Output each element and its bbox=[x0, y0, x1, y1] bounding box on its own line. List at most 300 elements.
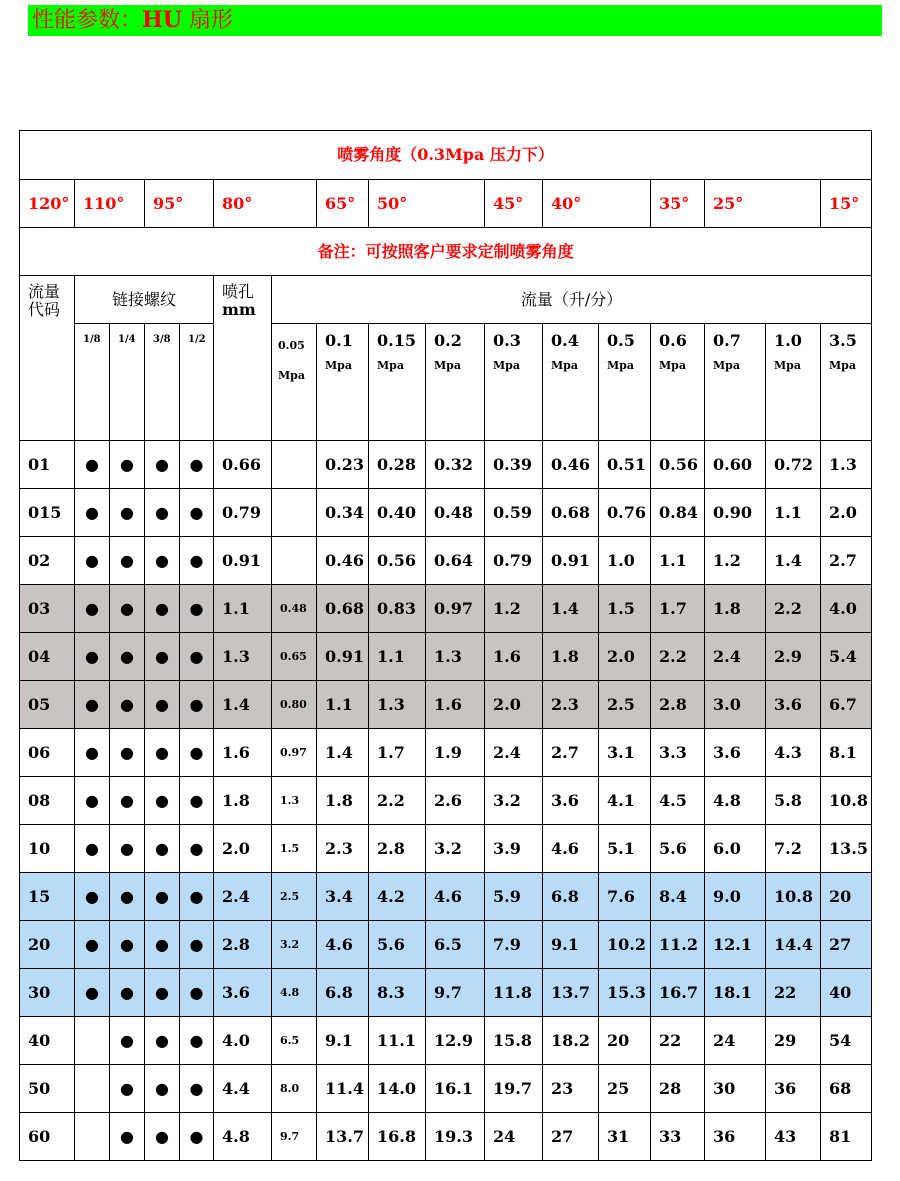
flow-code-cell: 04 bbox=[20, 633, 75, 681]
thread-dot-cell: ● bbox=[75, 729, 110, 777]
thread-dot-cell: ● bbox=[145, 489, 180, 537]
angle-cell: 80° bbox=[214, 180, 317, 228]
thread-dot-cell: ● bbox=[145, 1065, 180, 1113]
flow-cell: 0.79 bbox=[485, 537, 543, 585]
flow-code-cell: 50 bbox=[20, 1065, 75, 1113]
angle-cell: 50° bbox=[369, 180, 485, 228]
flow-cell: 6.8 bbox=[543, 873, 599, 921]
thread-dot-cell: ● bbox=[75, 537, 110, 585]
flow-cell: 0.51 bbox=[599, 441, 651, 489]
flow-cell-0.05mpa: 3.2 bbox=[272, 921, 317, 969]
table-row bbox=[20, 825, 872, 873]
flow-cell-0.05mpa bbox=[272, 489, 317, 537]
flow-cell: 25 bbox=[599, 1065, 651, 1113]
flow-cell: 3.2 bbox=[426, 825, 485, 873]
flow-cell: 12.9 bbox=[426, 1017, 485, 1065]
table-row bbox=[20, 777, 872, 825]
pressure-value: 0.2 bbox=[434, 331, 462, 350]
flow-cell: 24 bbox=[485, 1113, 543, 1161]
thread-dot-cell: ● bbox=[110, 1017, 145, 1065]
flow-cell: 19.3 bbox=[426, 1113, 485, 1161]
flow-cell: 29 bbox=[766, 1017, 821, 1065]
pressure-header bbox=[317, 324, 369, 441]
flow-cell: 3.2 bbox=[485, 777, 543, 825]
thread-dot-cell: ● bbox=[145, 585, 180, 633]
pressure-header bbox=[485, 324, 543, 441]
pressure-header bbox=[651, 324, 705, 441]
title-prefix: 性能参数： bbox=[32, 8, 143, 33]
thread-dot-cell: ● bbox=[180, 489, 214, 537]
thread-dot-cell: ● bbox=[145, 729, 180, 777]
flow-cell: 2.2 bbox=[651, 633, 705, 681]
thread-dot-cell: ● bbox=[75, 873, 110, 921]
title-banner bbox=[28, 5, 882, 36]
flow-cell: 33 bbox=[651, 1113, 705, 1161]
orifice-cell: 4.0 bbox=[214, 1017, 272, 1065]
thread-dot-cell: ● bbox=[75, 921, 110, 969]
pressure-unit: Mpa bbox=[325, 359, 352, 372]
flow-cell: 1.1 bbox=[369, 633, 426, 681]
title-suffix: 扇形 bbox=[182, 8, 233, 33]
thread-dot-cell: ● bbox=[110, 1113, 145, 1161]
flow-code-cell: 05 bbox=[20, 681, 75, 729]
table-row bbox=[20, 921, 872, 969]
page-title bbox=[32, 6, 233, 35]
flow-cell: 13.7 bbox=[543, 969, 599, 1017]
thread-dot-cell bbox=[75, 1065, 110, 1113]
flow-cell: 10.8 bbox=[821, 777, 872, 825]
pressure-value: 0.15 bbox=[377, 331, 416, 350]
thread-dot-cell: ● bbox=[110, 633, 145, 681]
orifice-cell: 3.6 bbox=[214, 969, 272, 1017]
flow-cell: 4.1 bbox=[599, 777, 651, 825]
thread-dot-cell: ● bbox=[145, 633, 180, 681]
thread-dot-cell bbox=[75, 1017, 110, 1065]
flow-cell: 1.6 bbox=[485, 633, 543, 681]
flow-cell: 1.2 bbox=[705, 537, 766, 585]
pressure-header-first bbox=[272, 324, 317, 441]
table-row bbox=[20, 585, 872, 633]
flow-cell: 14.0 bbox=[369, 1065, 426, 1113]
flow-cell: 1.8 bbox=[317, 777, 369, 825]
flow-cell: 0.46 bbox=[317, 537, 369, 585]
flow-cell: 3.6 bbox=[705, 729, 766, 777]
angle-cell: 25° bbox=[705, 180, 821, 228]
table-row bbox=[20, 441, 872, 489]
flow-cell: 0.68 bbox=[317, 585, 369, 633]
flow-cell: 1.1 bbox=[317, 681, 369, 729]
flow-cell-0.05mpa: 0.80 bbox=[272, 681, 317, 729]
flow-cell: 0.91 bbox=[317, 633, 369, 681]
thread-dot-cell: ● bbox=[75, 585, 110, 633]
flow-cell: 1.4 bbox=[317, 729, 369, 777]
flow-cell-0.05mpa bbox=[272, 537, 317, 585]
flow-cell: 4.6 bbox=[426, 873, 485, 921]
flow-cell: 0.76 bbox=[599, 489, 651, 537]
flow-cell: 1.8 bbox=[705, 585, 766, 633]
flow-cell-0.05mpa: 6.5 bbox=[272, 1017, 317, 1065]
flow-cell: 0.48 bbox=[426, 489, 485, 537]
table-row bbox=[20, 969, 872, 1017]
pressure-header bbox=[426, 324, 485, 441]
thread-dot-cell: ● bbox=[145, 681, 180, 729]
table-row bbox=[20, 537, 872, 585]
orifice-cell: 1.3 bbox=[214, 633, 272, 681]
table-row bbox=[20, 633, 872, 681]
thread-header: 链接螺纹 bbox=[75, 276, 214, 324]
flow-cell: 7.6 bbox=[599, 873, 651, 921]
flow-cell: 27 bbox=[821, 921, 872, 969]
thread-dot-cell: ● bbox=[75, 441, 110, 489]
pressure-unit: Mpa bbox=[607, 359, 634, 372]
pressure-value: 0.3 bbox=[493, 331, 521, 350]
flow-cell: 10.2 bbox=[599, 921, 651, 969]
orifice-header bbox=[214, 276, 272, 441]
flow-code-cell: 03 bbox=[20, 585, 75, 633]
thread-dot-cell: ● bbox=[75, 681, 110, 729]
flow-cell: 6.8 bbox=[317, 969, 369, 1017]
thread-dot-cell: ● bbox=[110, 585, 145, 633]
pressure-value: 0.1 bbox=[325, 331, 353, 350]
flow-cell: 23 bbox=[543, 1065, 599, 1113]
pressure-value: 0.7 bbox=[713, 331, 741, 350]
flow-cell: 0.84 bbox=[651, 489, 705, 537]
flow-cell: 7.9 bbox=[485, 921, 543, 969]
thread-dot-cell: ● bbox=[145, 825, 180, 873]
flow-cell: 1.3 bbox=[369, 681, 426, 729]
thread-dot-cell: ● bbox=[110, 489, 145, 537]
flow-cell: 0.32 bbox=[426, 441, 485, 489]
flow-cell: 1.3 bbox=[426, 633, 485, 681]
flow-cell: 4.3 bbox=[766, 729, 821, 777]
flow-cell: 3.1 bbox=[599, 729, 651, 777]
flow-cell: 4.6 bbox=[317, 921, 369, 969]
flow-cell: 9.7 bbox=[426, 969, 485, 1017]
thread-dot-cell: ● bbox=[180, 1065, 214, 1113]
angle-cell: 40° bbox=[543, 180, 651, 228]
orifice-cell: 0.91 bbox=[214, 537, 272, 585]
table-row bbox=[20, 681, 872, 729]
thread-dot-cell: ● bbox=[145, 537, 180, 585]
thread-dot-cell: ● bbox=[145, 777, 180, 825]
angle-cell: 95° bbox=[145, 180, 214, 228]
flow-cell: 2.6 bbox=[426, 777, 485, 825]
flow-cell: 0.91 bbox=[543, 537, 599, 585]
thread-dot-cell: ● bbox=[180, 729, 214, 777]
orifice-cell: 2.0 bbox=[214, 825, 272, 873]
pressure-header bbox=[705, 324, 766, 441]
flow-cell: 3.9 bbox=[485, 825, 543, 873]
flow-cell: 14.4 bbox=[766, 921, 821, 969]
flow-cell: 6.0 bbox=[705, 825, 766, 873]
thread-size: 1/2 bbox=[180, 324, 214, 441]
flow-cell: 2.8 bbox=[369, 825, 426, 873]
flow-cell: 2.0 bbox=[599, 633, 651, 681]
flow-cell: 15.8 bbox=[485, 1017, 543, 1065]
thread-dot-cell: ● bbox=[180, 1113, 214, 1161]
flow-cell: 16.8 bbox=[369, 1113, 426, 1161]
flow-cell: 68 bbox=[821, 1065, 872, 1113]
flow-code-cell: 20 bbox=[20, 921, 75, 969]
flow-cell: 22 bbox=[651, 1017, 705, 1065]
flow-cell: 3.4 bbox=[317, 873, 369, 921]
thread-dot-cell: ● bbox=[110, 777, 145, 825]
flow-cell: 4.0 bbox=[821, 585, 872, 633]
flow-cell: 18.2 bbox=[543, 1017, 599, 1065]
flow-cell: 20 bbox=[599, 1017, 651, 1065]
table-row bbox=[20, 1065, 872, 1113]
orifice-cell: 1.8 bbox=[214, 777, 272, 825]
flow-cell: 0.46 bbox=[543, 441, 599, 489]
flow-cell: 4.8 bbox=[705, 777, 766, 825]
flow-cell: 11.2 bbox=[651, 921, 705, 969]
flow-cell-0.05mpa: 4.8 bbox=[272, 969, 317, 1017]
flow-cell: 0.72 bbox=[766, 441, 821, 489]
pressure-value: 3.5 bbox=[829, 331, 857, 350]
flow-cell: 54 bbox=[821, 1017, 872, 1065]
thread-dot-cell: ● bbox=[145, 873, 180, 921]
flow-cell-0.05mpa: 1.5 bbox=[272, 825, 317, 873]
flow-cell: 24 bbox=[705, 1017, 766, 1065]
flow-cell: 0.56 bbox=[651, 441, 705, 489]
thread-dot-cell: ● bbox=[145, 969, 180, 1017]
flow-cell: 22 bbox=[766, 969, 821, 1017]
flow-cell: 1.2 bbox=[485, 585, 543, 633]
flow-cell: 2.4 bbox=[705, 633, 766, 681]
orifice-cell: 0.79 bbox=[214, 489, 272, 537]
table-row bbox=[20, 489, 872, 537]
flow-cell-0.05mpa: 8.0 bbox=[272, 1065, 317, 1113]
flow-code-cell: 01 bbox=[20, 441, 75, 489]
flow-cell: 13.5 bbox=[821, 825, 872, 873]
flow-cell: 40 bbox=[821, 969, 872, 1017]
thread-dot-cell: ● bbox=[110, 441, 145, 489]
thread-dot-cell: ● bbox=[180, 873, 214, 921]
pressure-unit: Mpa bbox=[829, 359, 856, 372]
flow-code-cell: 30 bbox=[20, 969, 75, 1017]
flow-cell: 2.0 bbox=[485, 681, 543, 729]
table-row bbox=[20, 1017, 872, 1065]
orifice-label: 喷孔 bbox=[222, 282, 255, 301]
pressure-unit: Mpa bbox=[774, 359, 801, 372]
thread-dot-cell: ● bbox=[180, 441, 214, 489]
pressure-header bbox=[369, 324, 426, 441]
thread-dot-cell: ● bbox=[180, 585, 214, 633]
flow-cell: 43 bbox=[766, 1113, 821, 1161]
thread-size: 3/8 bbox=[145, 324, 180, 441]
thread-dot-cell: ● bbox=[180, 969, 214, 1017]
flow-cell: 3.6 bbox=[766, 681, 821, 729]
angle-cell: 110° bbox=[75, 180, 145, 228]
orifice-cell: 1.4 bbox=[214, 681, 272, 729]
flow-cell: 2.2 bbox=[369, 777, 426, 825]
thread-dot-cell: ● bbox=[75, 825, 110, 873]
flow-cell: 1.4 bbox=[766, 537, 821, 585]
thread-dot-cell: ● bbox=[180, 825, 214, 873]
thread-dot-cell bbox=[75, 1113, 110, 1161]
flow-cell: 0.64 bbox=[426, 537, 485, 585]
flow-cell: 3.3 bbox=[651, 729, 705, 777]
flow-cell: 36 bbox=[766, 1065, 821, 1113]
flow-cell: 1.7 bbox=[369, 729, 426, 777]
flow-cell: 2.5 bbox=[599, 681, 651, 729]
orifice-cell: 1.6 bbox=[214, 729, 272, 777]
thread-size: 1/4 bbox=[110, 324, 145, 441]
pressure-unit: Mpa bbox=[493, 359, 520, 372]
spray-angle-title: 喷雾角度（0.3Mpa 压力下） bbox=[20, 131, 872, 180]
thread-dot-cell: ● bbox=[75, 777, 110, 825]
flow-cell: 4.6 bbox=[543, 825, 599, 873]
pressure-unit: Mpa bbox=[434, 359, 461, 372]
pressure-value: 0.5 bbox=[607, 331, 635, 350]
angle-cell: 35° bbox=[651, 180, 705, 228]
flow-code-cell: 10 bbox=[20, 825, 75, 873]
pressure-unit: Mpa bbox=[377, 359, 404, 372]
flow-cell: 5.6 bbox=[369, 921, 426, 969]
flow-cell-0.05mpa: 0.97 bbox=[272, 729, 317, 777]
flow-cell: 5.9 bbox=[485, 873, 543, 921]
flow-cell: 0.56 bbox=[369, 537, 426, 585]
flow-cell: 20 bbox=[821, 873, 872, 921]
flow-code-cell: 15 bbox=[20, 873, 75, 921]
orifice-cell: 0.66 bbox=[214, 441, 272, 489]
flow-cell: 8.1 bbox=[821, 729, 872, 777]
thread-dot-cell: ● bbox=[110, 729, 145, 777]
flow-cell: 11.4 bbox=[317, 1065, 369, 1113]
flow-cell: 15.3 bbox=[599, 969, 651, 1017]
flow-cell: 12.1 bbox=[705, 921, 766, 969]
flow-code-cell: 015 bbox=[20, 489, 75, 537]
thread-dot-cell: ● bbox=[180, 777, 214, 825]
title-model: HU bbox=[142, 7, 182, 33]
flow-cell: 0.23 bbox=[317, 441, 369, 489]
flow-cell: 13.7 bbox=[317, 1113, 369, 1161]
flow-cell: 1.7 bbox=[651, 585, 705, 633]
flow-cell-0.05mpa bbox=[272, 441, 317, 489]
flow-cell: 11.8 bbox=[485, 969, 543, 1017]
thread-dot-cell: ● bbox=[110, 825, 145, 873]
orifice-cell: 2.4 bbox=[214, 873, 272, 921]
orifice-cell: 1.1 bbox=[214, 585, 272, 633]
flow-cell: 16.7 bbox=[651, 969, 705, 1017]
flow-cell: 30 bbox=[705, 1065, 766, 1113]
pressure-header bbox=[766, 324, 821, 441]
orifice-unit: mm bbox=[222, 300, 256, 319]
pressure-header bbox=[543, 324, 599, 441]
pressure-value: 0.4 bbox=[551, 331, 579, 350]
performance-table bbox=[19, 130, 872, 1161]
table-row bbox=[20, 729, 872, 777]
flow-cell: 9.1 bbox=[317, 1017, 369, 1065]
thread-dot-cell: ● bbox=[110, 921, 145, 969]
flow-cell: 2.0 bbox=[821, 489, 872, 537]
flow-cell: 11.1 bbox=[369, 1017, 426, 1065]
thread-dot-cell: ● bbox=[75, 969, 110, 1017]
orifice-cell: 4.4 bbox=[214, 1065, 272, 1113]
flow-code-cell: 08 bbox=[20, 777, 75, 825]
flow-cell-0.05mpa: 2.5 bbox=[272, 873, 317, 921]
flow-cell: 19.7 bbox=[485, 1065, 543, 1113]
pressure-value: 1.0 bbox=[774, 331, 802, 350]
thread-dot-cell: ● bbox=[75, 489, 110, 537]
flow-cell: 5.1 bbox=[599, 825, 651, 873]
thread-dot-cell: ● bbox=[145, 921, 180, 969]
flow-cell: 0.97 bbox=[426, 585, 485, 633]
flow-cell: 5.6 bbox=[651, 825, 705, 873]
orifice-cell: 4.8 bbox=[214, 1113, 272, 1161]
pressure-header bbox=[821, 324, 872, 441]
flow-cell: 2.4 bbox=[485, 729, 543, 777]
flow-cell: 36 bbox=[705, 1113, 766, 1161]
flow-cell: 2.2 bbox=[766, 585, 821, 633]
flow-cell: 1.5 bbox=[599, 585, 651, 633]
flow-cell: 27 bbox=[543, 1113, 599, 1161]
flow-cell: 0.68 bbox=[543, 489, 599, 537]
flow-code-cell: 40 bbox=[20, 1017, 75, 1065]
flow-cell: 7.2 bbox=[766, 825, 821, 873]
flow-cell: 5.8 bbox=[766, 777, 821, 825]
thread-dot-cell: ● bbox=[110, 537, 145, 585]
flow-cell: 28 bbox=[651, 1065, 705, 1113]
flow-cell: 0.59 bbox=[485, 489, 543, 537]
thread-dot-cell: ● bbox=[145, 441, 180, 489]
thread-dot-cell: ● bbox=[110, 969, 145, 1017]
flow-cell: 3.6 bbox=[543, 777, 599, 825]
custom-angle-note: 备注：可按照客户要求定制喷雾角度 bbox=[20, 228, 872, 276]
flow-cell: 81 bbox=[821, 1113, 872, 1161]
pressure-unit: Mpa bbox=[713, 359, 740, 372]
flow-cell: 9.0 bbox=[705, 873, 766, 921]
thread-dot-cell: ● bbox=[180, 633, 214, 681]
flow-cell: 0.39 bbox=[485, 441, 543, 489]
flow-code-cell: 60 bbox=[20, 1113, 75, 1161]
thread-dot-cell: ● bbox=[180, 681, 214, 729]
flow-cell: 8.4 bbox=[651, 873, 705, 921]
flow-cell-0.05mpa: 0.65 bbox=[272, 633, 317, 681]
thread-dot-cell: ● bbox=[180, 1017, 214, 1065]
flow-cell: 2.3 bbox=[543, 681, 599, 729]
flow-cell: 18.1 bbox=[705, 969, 766, 1017]
thread-dot-cell: ● bbox=[75, 633, 110, 681]
pressure-unit: Mpa bbox=[551, 359, 578, 372]
thread-dot-cell: ● bbox=[145, 1113, 180, 1161]
thread-size: 1/8 bbox=[75, 324, 110, 441]
flow-cell-0.05mpa: 0.48 bbox=[272, 585, 317, 633]
flow-cell: 4.2 bbox=[369, 873, 426, 921]
flow-cell: 2.9 bbox=[766, 633, 821, 681]
flow-cell: 2.8 bbox=[651, 681, 705, 729]
flow-cell: 1.9 bbox=[426, 729, 485, 777]
pressure-value: 0.6 bbox=[659, 331, 687, 350]
flow-cell-0.05mpa: 9.7 bbox=[272, 1113, 317, 1161]
flow-cell: 6.5 bbox=[426, 921, 485, 969]
flow-cell: 1.8 bbox=[543, 633, 599, 681]
flow-cell: 10.8 bbox=[766, 873, 821, 921]
flow-header: 流量（升/分） bbox=[272, 276, 872, 324]
orifice-cell: 2.8 bbox=[214, 921, 272, 969]
flow-cell: 2.3 bbox=[317, 825, 369, 873]
flow-cell: 0.34 bbox=[317, 489, 369, 537]
angle-cell: 65° bbox=[317, 180, 369, 228]
thread-dot-cell: ● bbox=[110, 873, 145, 921]
flow-cell: 2.7 bbox=[821, 537, 872, 585]
thread-dot-cell: ● bbox=[180, 537, 214, 585]
flow-cell: 1.3 bbox=[821, 441, 872, 489]
angle-cell: 45° bbox=[485, 180, 543, 228]
flow-cell: 1.4 bbox=[543, 585, 599, 633]
flow-cell: 0.83 bbox=[369, 585, 426, 633]
flow-cell: 5.4 bbox=[821, 633, 872, 681]
